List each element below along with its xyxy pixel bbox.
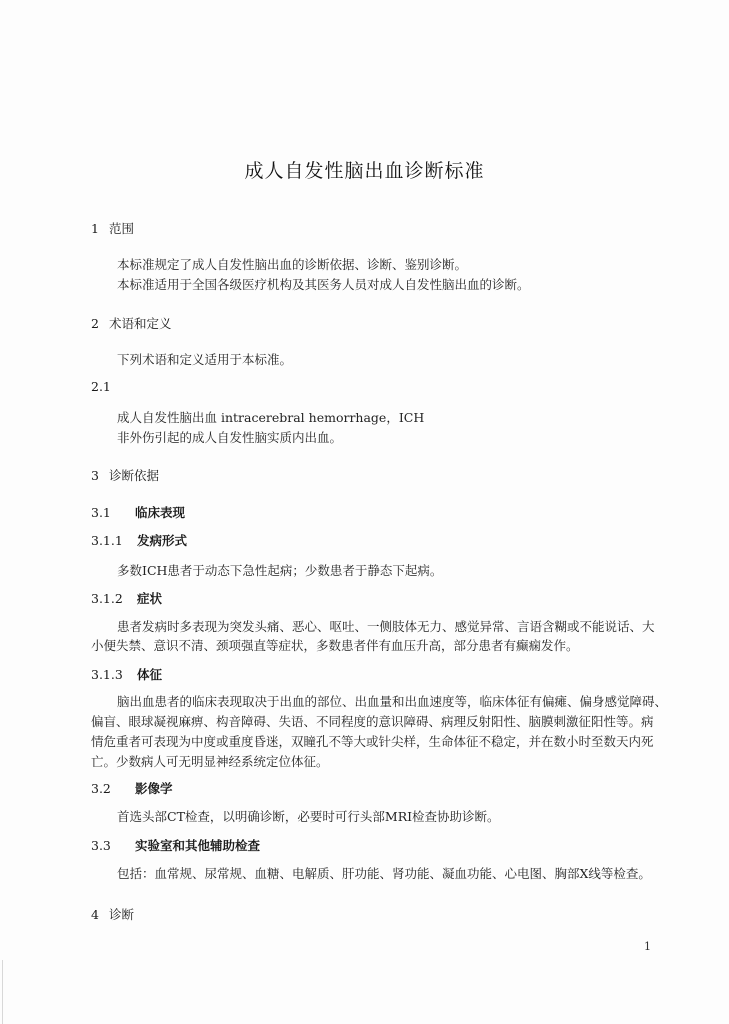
section-3-1-2-heading — [91, 589, 162, 607]
section-title: 诊断依据 — [109, 468, 160, 483]
section-number: 3.1.3 — [91, 667, 123, 682]
paragraph: 本标准规定了成人自发性脑出血的诊断依据、诊断、鉴别诊断。 — [117, 257, 468, 272]
section-title: 范围 — [109, 221, 135, 236]
paragraph-line: 患者发病时多表现为突发头痛、恶心、呕吐、一侧肢体无力、感觉异常、言语含糊或不能说话、大 — [117, 619, 655, 634]
section-3-heading — [91, 466, 159, 484]
scan-edge-line — [2, 960, 3, 1024]
term-entry: 成人自发性脑出血 intracerebral hemorrhage，ICH — [117, 410, 425, 425]
paragraph: 下列术语和定义适用于本标准。 — [117, 352, 293, 367]
paragraph: 多数ICH患者于动态下急性起病；少数患者于静态下起病。 — [117, 563, 443, 578]
section-3-1-1-heading — [91, 531, 187, 549]
section-number: 3 — [91, 468, 99, 483]
section-4-heading — [91, 905, 134, 923]
section-number: 3.2 — [91, 781, 111, 796]
section-number: 3.1.2 — [91, 591, 123, 606]
section-number: 3.1.1 — [91, 533, 123, 548]
section-title: 实验室和其他辅助检查 — [135, 838, 261, 853]
section-3-1-heading — [91, 503, 185, 521]
document-title: 成人自发性脑出血诊断标准 — [244, 160, 485, 182]
section-3-2-heading — [91, 779, 173, 797]
section-number: 4 — [91, 907, 99, 922]
paragraph-line: 脑出血患者的临床表现取决于出血的部位、出血量和出血速度等，临床体征有偏瘫、偏身感觉障碍、 — [117, 694, 668, 709]
section-1-heading — [91, 219, 134, 237]
section-title: 临床表现 — [135, 505, 186, 520]
section-2-1-heading — [91, 379, 111, 394]
section-number: 3.3 — [91, 838, 111, 853]
section-2-heading — [91, 314, 172, 332]
paragraph: 本标准适用于全国各级医疗机构及其医务人员对成人自发性脑出血的诊断。 — [117, 277, 530, 292]
section-title: 诊断 — [109, 907, 135, 922]
paragraph: 首选头部CT检查，以明确诊断，必要时可行头部MRI检查协助诊断。 — [117, 809, 500, 824]
paragraph-line: 偏盲、眼球凝视麻痹、构音障碍、失语、不同程度的意识障碍、病理反射阳性、脑膜刺激征阳性等。病 — [91, 714, 654, 729]
section-3-3-heading — [91, 836, 260, 854]
term-definition: 非外伤引起的成人自发性脑实质内出血。 — [117, 430, 343, 445]
paragraph-line: 情危重者可表现为中度或重度昏迷，双瞳孔不等大或针尖样，生命体征不稳定，并在数小时至数天内死 — [91, 734, 654, 749]
paragraph-line: 亡。少数病人可无明显神经系统定位体征。 — [91, 754, 329, 769]
section-number: 3.1 — [91, 505, 111, 520]
section-number: 2 — [91, 316, 99, 331]
section-number: 2.1 — [91, 379, 111, 394]
section-title: 体征 — [137, 667, 163, 682]
section-title: 发病形式 — [137, 533, 188, 548]
section-3-1-3-heading — [91, 665, 162, 683]
section-title: 影像学 — [135, 781, 173, 796]
section-title: 术语和定义 — [109, 316, 172, 331]
section-title: 症状 — [137, 591, 163, 606]
page-number: 1 — [644, 940, 651, 953]
paragraph: 包括：血常规、尿常规、血糖、电解质、肝功能、肾功能、凝血功能、心电图、胸部X线等检查。 — [117, 866, 651, 881]
section-number: 1 — [91, 221, 99, 236]
paragraph-line: 小便失禁、意识不清、颈项强直等症状，多数患者伴有血压升高，部分患者有癫痫发作。 — [91, 638, 579, 653]
